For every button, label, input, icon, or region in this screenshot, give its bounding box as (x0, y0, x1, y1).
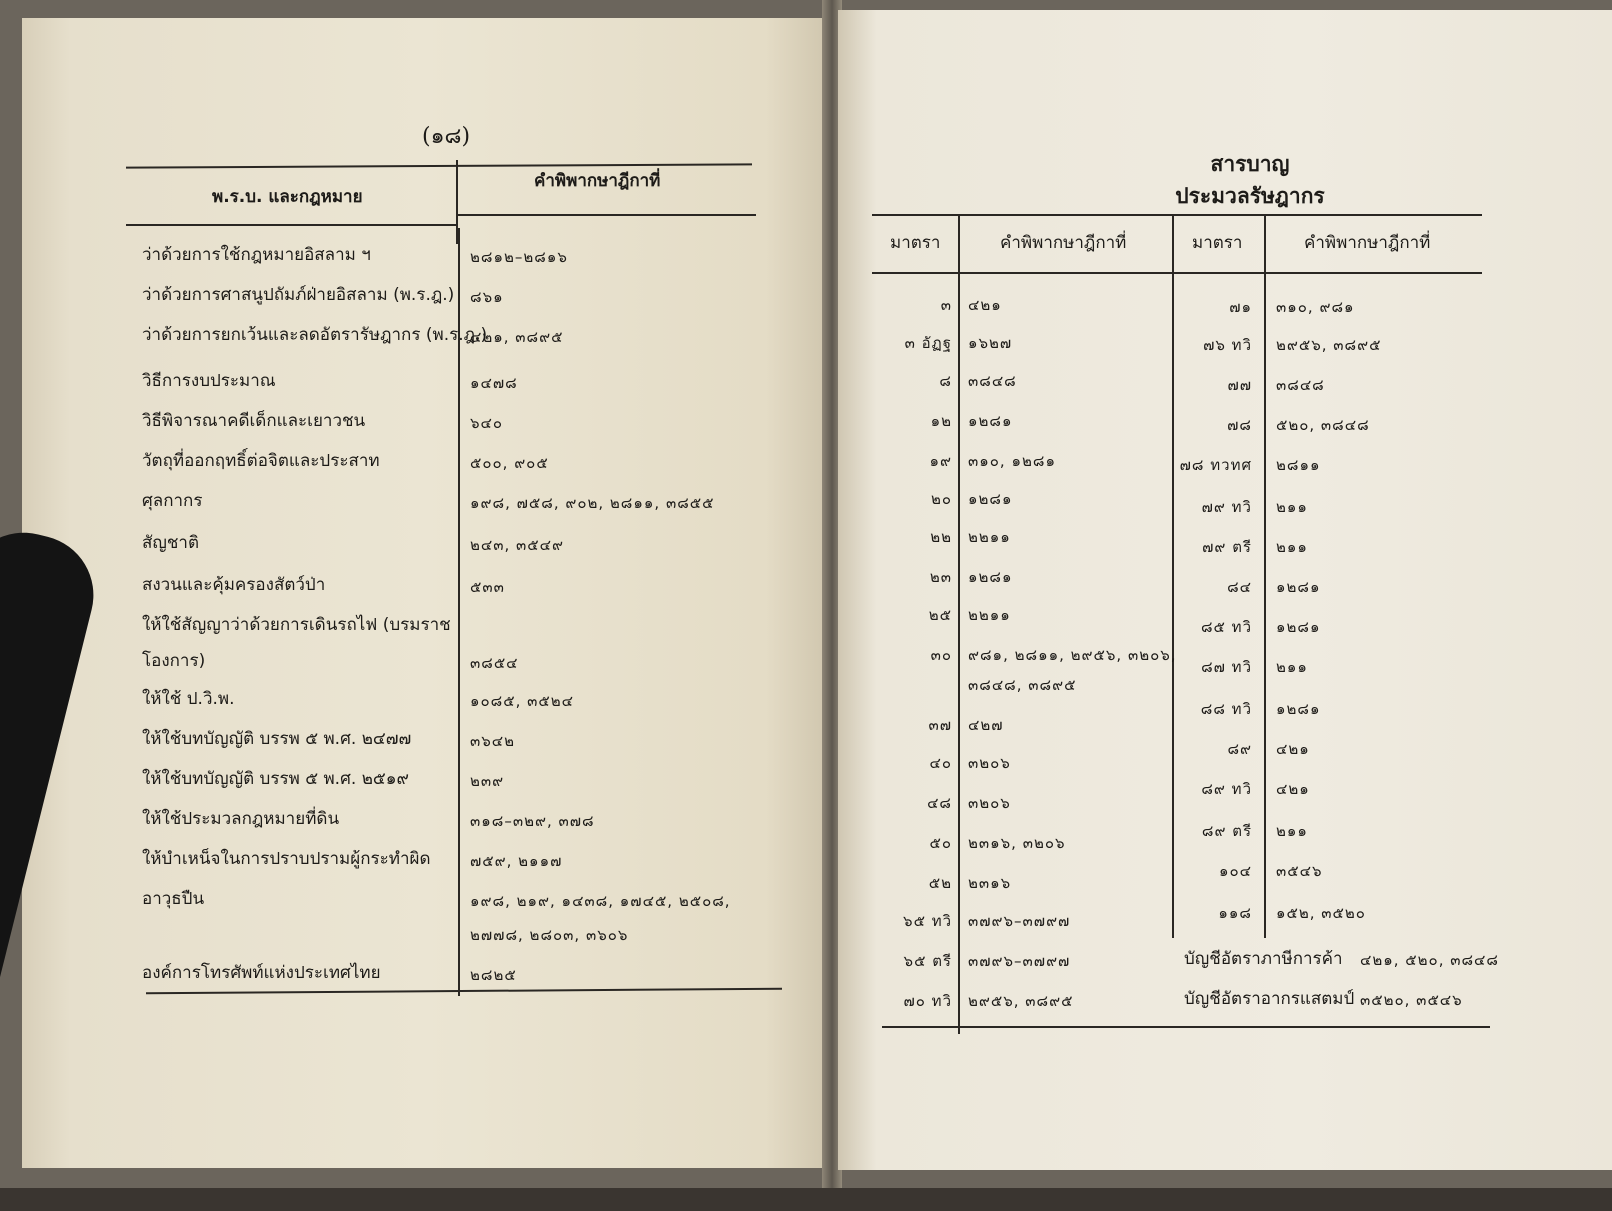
ruling-number-17: ๒๗๗๘, ๒๘๐๓, ๓๖๐๖ (470, 926, 629, 944)
ruling-number-1: ๘๖๑ (470, 288, 504, 306)
section-b-ruling-2: ๓๘๔๘ (1276, 376, 1325, 394)
law-name-5: วัตถุที่ออกฤทธิ์ต่อจิตและประสาท (142, 451, 380, 471)
law-name-8: สงวนและคุ้มครองสัตว์ป่า (142, 575, 326, 595)
section-b-1: ๗๖ ทวิ (1203, 336, 1252, 354)
section-18: ๗๐ ทวิ (903, 992, 952, 1010)
ruling-number-2: ๔๒๑, ๓๘๙๕ (470, 328, 564, 346)
section-b-ruling-1: ๒๙๕๖, ๓๘๙๕ (1276, 336, 1382, 354)
law-name-10: โองการ) (142, 651, 206, 671)
ruling-number-8: ๕๓๓ (470, 578, 505, 596)
section-14: ๕๐ (929, 834, 952, 852)
section-ruling-4: ๓๑๐, ๑๒๘๑ (968, 452, 1056, 470)
section-ruling-7: ๑๒๘๑ (968, 568, 1013, 586)
ruling-number-18: ๒๘๒๕ (470, 966, 517, 984)
law-name-15: ให้บำเหน็จในการปราบปรามผู้กระทำผิด (142, 849, 431, 869)
section-b-10: ๘๘ ทวิ (1200, 700, 1252, 718)
index-vline-3 (1264, 214, 1266, 938)
section-9: ๓๐ (930, 646, 952, 664)
section-0: ๓ (940, 296, 952, 314)
section-5: ๒๐ (930, 490, 952, 508)
section-8: ๒๕ (928, 606, 952, 624)
section-ruling-18: ๒๙๕๖, ๓๘๙๕ (968, 992, 1074, 1010)
ruling-number-11: ๑๐๘๕, ๓๕๒๔ (470, 692, 574, 710)
left-page (22, 18, 830, 1168)
ruling-number-4: ๖๔๐ (470, 414, 504, 432)
ruling-number-7: ๒๔๓, ๓๕๔๙ (470, 536, 564, 554)
section-4: ๑๙ (929, 452, 952, 470)
section-ruling-16: ๓๗๙๖–๓๗๙๗ (968, 912, 1071, 930)
section-b-ruling-12: ๔๒๑ (1276, 780, 1310, 798)
section-b-14: ๑๐๔ (1218, 862, 1252, 880)
header-ruling: คำพิพากษาฎีกาที่ (534, 171, 661, 191)
law-name-14: ให้ใช้ประมวลกฎหมายที่ดิน (142, 809, 340, 829)
section-ruling-11: ๔๒๗ (968, 716, 1004, 734)
section-ruling-17: ๓๗๙๖–๓๗๙๗ (968, 952, 1071, 970)
section-ruling-13: ๓๒๐๖ (968, 794, 1011, 812)
section-b-ruling-3: ๕๒๐, ๓๘๔๘ (1276, 416, 1370, 434)
law-name-0: ว่าด้วยการใช้กฎหมายอิสลาม ฯ (142, 245, 371, 265)
index-header-rule (872, 272, 1482, 274)
header-rule-right (456, 214, 756, 216)
ruling-number-5: ๕๐๐, ๙๐๕ (470, 454, 549, 472)
header-section: มาตรา (890, 233, 941, 253)
section-ruling-3: ๑๒๘๑ (968, 412, 1013, 430)
table-bottom-rule (146, 988, 782, 994)
section-16: ๖๕ ทวิ (903, 912, 952, 930)
section-b-8: ๘๕ ทวิ (1200, 618, 1252, 636)
page-number: (๑๘) (422, 124, 471, 149)
section-b-ruling-4: ๒๘๑๑ (1276, 456, 1321, 474)
law-name-6: ศุลกากร (142, 491, 203, 511)
section-13: ๔๘ (927, 794, 952, 812)
index-title: สารบาญ (1210, 152, 1290, 176)
header-ruling-b: คำพิพากษาฎีกาที่ (1304, 233, 1431, 253)
index-bottom-rule (882, 1026, 1490, 1028)
section-b-ruling-10: ๑๒๘๑ (1276, 700, 1321, 718)
section-b-4: ๗๘ ทวทศ (1179, 456, 1252, 474)
ruling-number-15: ๗๕๙, ๒๑๑๗ (470, 852, 563, 870)
index-subtitle: ประมวลรัษฎากร (1175, 184, 1325, 208)
section-b-ruling-9: ๒๑๑ (1276, 658, 1308, 676)
section-7: ๒๓ (929, 568, 952, 586)
index-vline-1 (958, 214, 960, 1034)
section-ruling-12: ๓๒๐๖ (968, 754, 1011, 772)
law-name-18: องค์การโทรศัพท์แห่งประเทศไทย (142, 963, 381, 983)
section-17: ๖๕ ตรี (903, 952, 952, 970)
section-ruling-5: ๑๒๘๑ (968, 490, 1013, 508)
header-section-b: มาตรา (1192, 233, 1243, 253)
section-ruling-6: ๒๒๑๑ (968, 528, 1011, 546)
ruling-number-12: ๓๖๔๒ (470, 732, 516, 750)
law-name-1: ว่าด้วยการศาสนูปถัมภ์ฝ่ายอิสลาม (พ.ร.ฎ.) (142, 285, 455, 305)
section-b-12: ๘๙ ทวิ (1201, 780, 1252, 798)
section-ruling-15: ๒๓๑๖ (968, 874, 1012, 892)
law-name-13: ให้ใช้บทบัญญัติ บรรพ ๕ พ.ศ. ๒๕๑๙ (142, 769, 410, 789)
ruling-number-14: ๓๑๘–๓๒๙, ๓๗๘ (470, 812, 595, 830)
section-b-ruling-5: ๒๑๑ (1276, 498, 1308, 516)
schedule-ruling-1: ๓๕๒๐, ๓๕๔๖ (1360, 991, 1463, 1009)
schedule-ruling-0: ๔๒๑, ๕๒๐, ๓๘๔๘ (1360, 951, 1499, 969)
section-ruling-14: ๒๓๑๖, ๓๒๐๖ (968, 834, 1066, 852)
section-b-ruling-11: ๔๒๑ (1276, 740, 1310, 758)
ruling-number-0: ๒๘๑๒–๒๘๑๖ (470, 248, 568, 266)
section-b-ruling-15: ๑๕๒, ๓๕๒๐ (1276, 904, 1366, 922)
section-ruling-9: ๙๘๑, ๒๘๑๑, ๒๙๕๖, ๓๒๐๖, (968, 646, 1177, 664)
section-3: ๑๒ (930, 412, 952, 430)
law-name-4: วิธีพิจารณาคดีเด็กและเยาวชน (142, 411, 366, 431)
section-b-ruling-14: ๓๕๔๖ (1276, 862, 1323, 880)
law-name-2: ว่าด้วยการยกเว้นและลดอัตรารัษฎากร (พ.ร.ฎ.) (142, 325, 488, 345)
law-name-16: อาวุธปืน (142, 889, 205, 909)
right-page (838, 10, 1612, 1170)
index-top-rule (872, 214, 1482, 216)
section-b-0: ๗๑ (1229, 298, 1252, 316)
section-b-ruling-6: ๒๑๑ (1276, 538, 1308, 556)
law-name-7: สัญชาติ (142, 533, 199, 553)
section-b-9: ๘๗ ทวิ (1201, 658, 1252, 676)
section-ruling-0: ๔๒๑ (968, 296, 1002, 314)
section-b-3: ๗๘ (1227, 416, 1252, 434)
header-law: พ.ร.บ. และกฎหมาย (212, 187, 363, 207)
law-name-11: ให้ใช้ ป.วิ.พ. (142, 689, 235, 709)
header-ruling-a: คำพิพากษาฎีกาที่ (1000, 233, 1127, 253)
section-1: ๓ อัฏฐ (904, 334, 952, 352)
law-name-3: วิธีการงบประมาณ (142, 371, 276, 391)
section-b-ruling-7: ๑๒๘๑ (1276, 578, 1321, 596)
section-6: ๒๒ (930, 528, 952, 546)
section-b-11: ๘๙ (1227, 740, 1252, 758)
section-b-6: ๗๙ ตรี (1202, 538, 1252, 556)
section-2: ๘ (939, 372, 952, 390)
ruling-number-13: ๒๓๙ (470, 772, 505, 790)
section-b-ruling-0: ๓๑๐, ๙๘๑ (1276, 298, 1355, 316)
section-b-13: ๘๙ ตรี (1201, 822, 1252, 840)
header-rule-left (126, 224, 458, 226)
schedule-label-0: บัญชีอัตราภาษีการค้า (1184, 949, 1343, 969)
section-ruling-10: ๓๘๔๘, ๓๘๙๕ (968, 676, 1077, 694)
section-b-ruling-8: ๑๒๘๑ (1276, 618, 1321, 636)
section-b-2: ๗๗ (1227, 376, 1252, 394)
law-name-12: ให้ใช้บทบัญญัติ บรรพ ๕ พ.ศ. ๒๔๗๗ (142, 729, 412, 749)
table-top-rule (126, 163, 752, 168)
section-15: ๕๒ (928, 874, 952, 892)
law-name-9: ให้ใช้สัญญาว่าด้วยการเดินรถไฟ (บรมราช (142, 615, 451, 635)
section-ruling-1: ๑๖๒๗ (968, 334, 1013, 352)
section-b-7: ๘๔ (1227, 578, 1252, 596)
ruling-number-10: ๓๘๕๔ (470, 654, 519, 672)
section-ruling-2: ๓๘๔๘ (968, 372, 1017, 390)
schedule-label-1: บัญชีอัตราอากรแสตมป์ (1184, 989, 1355, 1009)
section-ruling-8: ๒๒๑๑ (968, 606, 1011, 624)
section-11: ๓๗ (928, 716, 952, 734)
ruling-number-3: ๑๔๗๘ (470, 374, 518, 392)
ruling-number-16: ๑๙๘, ๒๑๙, ๑๔๓๘, ๑๗๔๕, ๒๕๐๘, (470, 892, 731, 910)
section-b-15: ๑๑๘ (1218, 904, 1252, 922)
ruling-number-6: ๑๙๘, ๗๕๘, ๙๐๒, ๒๘๑๑, ๓๘๕๕ (470, 494, 715, 512)
section-12: ๔๐ (929, 754, 952, 772)
section-b-ruling-13: ๒๑๑ (1276, 822, 1308, 840)
section-b-5: ๗๙ ทวิ (1201, 498, 1252, 516)
